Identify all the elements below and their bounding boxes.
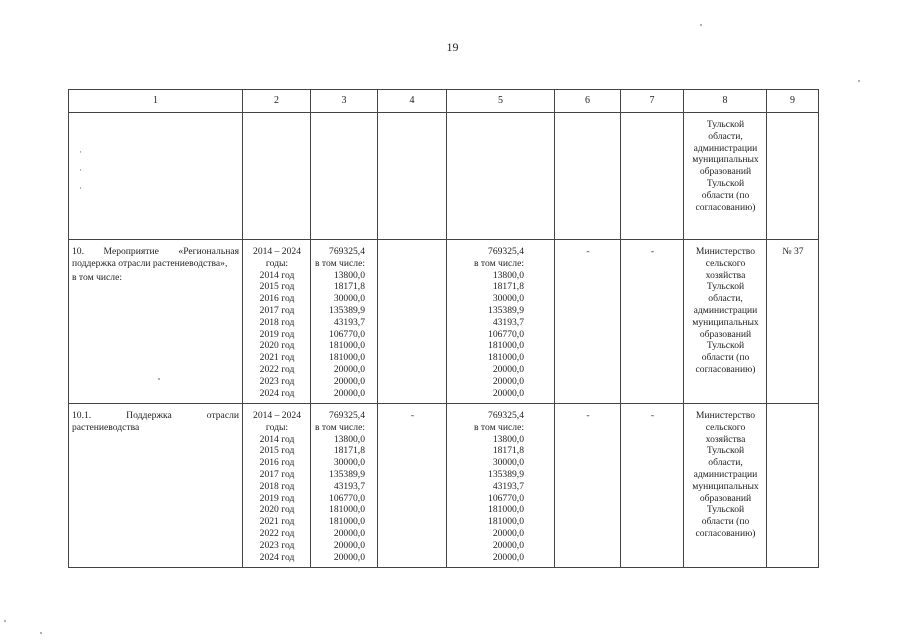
column-header-9: 9 <box>767 90 819 113</box>
cell-line: 2016 год <box>259 457 295 469</box>
cell-line: области, <box>708 457 743 469</box>
row2-col7-value: - <box>650 410 655 421</box>
row1-col6 <box>555 240 621 404</box>
cell-line: 181000,0 <box>329 504 365 516</box>
cell-line: 135389,9 <box>488 304 524 316</box>
cell-line: 135389,9 <box>329 304 365 316</box>
cell-line: 2022 год <box>259 363 295 375</box>
cell-line: 2014 год <box>259 269 295 281</box>
cell-line: 181000,0 <box>488 340 524 352</box>
cell-line: 2018 год <box>259 316 295 328</box>
cell-line: 30000,0 <box>333 293 365 305</box>
cell-line: 20000,0 <box>333 551 365 563</box>
cell-line: 20000,0 <box>492 527 524 539</box>
cell-line: 13800,0 <box>492 269 524 281</box>
row2-period-lines <box>243 404 310 565</box>
row2-responsible <box>684 404 767 568</box>
cell-line: области (по <box>701 189 750 201</box>
row2-col6 <box>555 404 621 568</box>
row1-total <box>311 240 378 404</box>
row1-col5-lines <box>447 240 554 401</box>
cell-line: 135389,9 <box>329 468 365 480</box>
cell-line: 106770,0 <box>488 328 524 340</box>
scan-speck <box>4 620 6 622</box>
cell-line: сельского <box>705 421 746 433</box>
row2-title: 10.1. Поддержка отрасли растениеводства <box>72 410 239 433</box>
cell-line: 30000,0 <box>333 457 365 469</box>
cell-line: 18171,8 <box>492 445 524 457</box>
row0-col3 <box>311 113 378 240</box>
cell-line: 30000,0 <box>492 293 524 305</box>
cell-line: 2017 год <box>259 304 295 316</box>
row1-col4 <box>378 240 447 404</box>
program-table <box>68 89 819 568</box>
cell-line: образований <box>699 492 752 504</box>
row1-col7 <box>621 240 684 404</box>
cell-line: 181000,0 <box>488 516 524 528</box>
cell-line: 2015 год <box>259 281 295 293</box>
row1-period-lines <box>243 240 310 401</box>
row0-col4 <box>378 113 447 240</box>
row0-col7 <box>621 113 684 240</box>
row2-total <box>311 404 378 568</box>
cell-line: годы: <box>265 421 289 433</box>
cell-line: в том числе: <box>473 257 524 269</box>
cell-line: 2017 год <box>259 468 295 480</box>
cell-line: 106770,0 <box>488 492 524 504</box>
cell-line: образований <box>699 166 752 178</box>
cell-line: согласованию) <box>695 201 756 213</box>
row2-col6-value: - <box>586 410 590 421</box>
cell-line: 769325,4 <box>488 410 524 421</box>
cell-line: 2018 год <box>259 480 295 492</box>
row1-period <box>243 240 311 404</box>
row2-period <box>243 404 311 568</box>
cell-line: 20000,0 <box>492 551 524 563</box>
cell-line: 18171,8 <box>492 281 524 293</box>
row1-col9 <box>767 240 819 404</box>
cell-line: 2022 год <box>259 527 295 539</box>
cell-line: 181000,0 <box>488 352 524 364</box>
cell-line: 769325,4 <box>329 246 365 257</box>
cell-line: 13800,0 <box>333 269 365 281</box>
cell-line: 2021 год <box>259 516 295 528</box>
row1-col7-value: - <box>650 246 655 257</box>
scan-speck <box>858 80 860 82</box>
column-header-8: 8 <box>684 90 767 113</box>
cell-line: 2019 год <box>259 328 295 340</box>
cell-line: муниципальных <box>692 154 759 166</box>
cell-line: 20000,0 <box>333 527 365 539</box>
row1-responsible-lines <box>684 240 766 378</box>
row2-col7 <box>621 404 684 568</box>
cell-line: 18171,8 <box>333 281 365 293</box>
cell-line: области, <box>708 293 743 305</box>
row2-col4 <box>378 404 447 568</box>
row1-title-cell <box>69 240 243 404</box>
cell-line: 43193,7 <box>492 480 524 492</box>
cell-line: хозяйства <box>705 433 746 445</box>
cell-line: 13800,0 <box>492 433 524 445</box>
row1-col6-value: - <box>586 246 590 257</box>
cell-line: 2024 год <box>259 551 295 563</box>
cell-line: 181000,0 <box>329 352 365 364</box>
cell-line: 2020 год <box>259 504 295 516</box>
table-row-10 <box>69 240 819 404</box>
cell-line: 769325,4 <box>488 246 524 257</box>
cell-line: хозяйства <box>705 269 746 281</box>
cell-line: администрации <box>693 142 758 154</box>
row0-responsible <box>684 113 767 240</box>
row0-col6 <box>555 113 621 240</box>
cell-line: 20000,0 <box>333 363 365 375</box>
cell-line: 20000,0 <box>492 387 524 399</box>
scan-speck <box>40 632 42 634</box>
cell-line: 20000,0 <box>492 375 524 387</box>
cell-line: 181000,0 <box>329 340 365 352</box>
row1-responsible <box>684 240 767 404</box>
row1-title: 10. Мероприятие «Региональная поддержка отрасли растениеводства», <box>72 246 239 269</box>
cell-line: 2014 – 2024 <box>253 246 301 257</box>
cell-line: в том числе: <box>314 257 365 269</box>
cell-line: согласованию) <box>695 527 756 539</box>
cell-line: 2014 год <box>259 433 295 445</box>
row0-col2 <box>243 113 311 240</box>
row0-col9 <box>767 113 819 240</box>
row1-col9-value: № 37 <box>782 246 804 257</box>
cell-line: администрации <box>693 304 758 316</box>
row1-total-lines <box>311 240 377 401</box>
row2-col4-value: - <box>410 410 415 421</box>
cell-line: 2020 год <box>259 340 295 352</box>
cell-line: 2021 год <box>259 352 295 364</box>
cell-line: согласованию) <box>695 363 756 375</box>
row1-col5 <box>447 240 555 404</box>
row0-col1: · · · <box>69 113 243 240</box>
page-number: 19 <box>446 40 459 54</box>
column-header-3: 3 <box>311 90 378 113</box>
cell-line: 135389,9 <box>488 468 524 480</box>
row2-total-lines <box>311 404 377 565</box>
table-row-continuation <box>69 113 819 240</box>
cell-line: 30000,0 <box>492 457 524 469</box>
column-header-2: 2 <box>243 90 311 113</box>
row0-responsible-lines <box>684 113 766 215</box>
cell-line: 106770,0 <box>329 328 365 340</box>
column-header-1: 1 <box>69 90 243 113</box>
table-row-10-1 <box>69 404 819 568</box>
cell-line: 181000,0 <box>488 504 524 516</box>
cell-line: 2014 – 2024 <box>253 410 301 421</box>
cell-line: 43193,7 <box>333 480 365 492</box>
column-header-6: 6 <box>555 90 621 113</box>
row2-responsible-lines <box>684 404 766 542</box>
header-row <box>69 90 819 113</box>
cell-line: области (по <box>701 516 750 528</box>
cell-line: 18171,8 <box>333 445 365 457</box>
cell-line: 2015 год <box>259 445 295 457</box>
cell-line: 2016 год <box>259 293 295 305</box>
row0-col5 <box>447 113 555 240</box>
cell-line: 43193,7 <box>333 316 365 328</box>
cell-line: 2023 год <box>259 375 295 387</box>
cell-line: Тульской <box>706 281 745 293</box>
cell-line: 20000,0 <box>333 539 365 551</box>
column-header-7: 7 <box>621 90 684 113</box>
cell-line: 20000,0 <box>492 539 524 551</box>
row2-title-cell <box>69 404 243 568</box>
cell-line: администрации <box>693 468 758 480</box>
column-header-4: 4 <box>378 90 447 113</box>
row2-col9 <box>767 404 819 568</box>
row2-col5-lines <box>447 404 554 565</box>
cell-line: Тульской <box>706 445 745 457</box>
cell-line: Тульской <box>706 119 745 130</box>
cell-line: 2023 год <box>259 539 295 551</box>
row2-col9-value <box>767 404 818 412</box>
cell-line: 769325,4 <box>329 410 365 421</box>
cell-line: сельского <box>705 257 746 269</box>
cell-line: Тульской <box>706 504 745 516</box>
cell-line: Тульской <box>706 177 745 189</box>
cell-line: 43193,7 <box>492 316 524 328</box>
cell-line: Министерство <box>695 410 756 421</box>
row2-col5 <box>447 404 555 568</box>
cell-line: 2024 год <box>259 387 295 399</box>
cell-line: муниципальных <box>692 480 759 492</box>
cell-line: Тульской <box>706 340 745 352</box>
cell-line: Министерство <box>695 246 756 257</box>
row1-subtitle: в том числе: <box>72 271 123 283</box>
cell-line: 2019 год <box>259 492 295 504</box>
cell-line: 20000,0 <box>492 363 524 375</box>
row1-col4-value <box>378 240 446 248</box>
cell-line: области (по <box>701 352 750 364</box>
cell-line: 20000,0 <box>333 375 365 387</box>
cell-line: 20000,0 <box>333 387 365 399</box>
cell-line: в том числе: <box>473 421 524 433</box>
cell-line: 13800,0 <box>333 433 365 445</box>
cell-line: области, <box>708 130 743 142</box>
cell-line: годы: <box>265 257 289 269</box>
cell-line: муниципальных <box>692 316 759 328</box>
cell-line: 181000,0 <box>329 516 365 528</box>
cell-line: в том числе: <box>314 421 365 433</box>
scan-speck <box>158 378 160 380</box>
cell-line: образований <box>699 328 752 340</box>
column-header-5: 5 <box>447 90 555 113</box>
cell-line: 106770,0 <box>329 492 365 504</box>
scan-speck <box>700 24 702 26</box>
